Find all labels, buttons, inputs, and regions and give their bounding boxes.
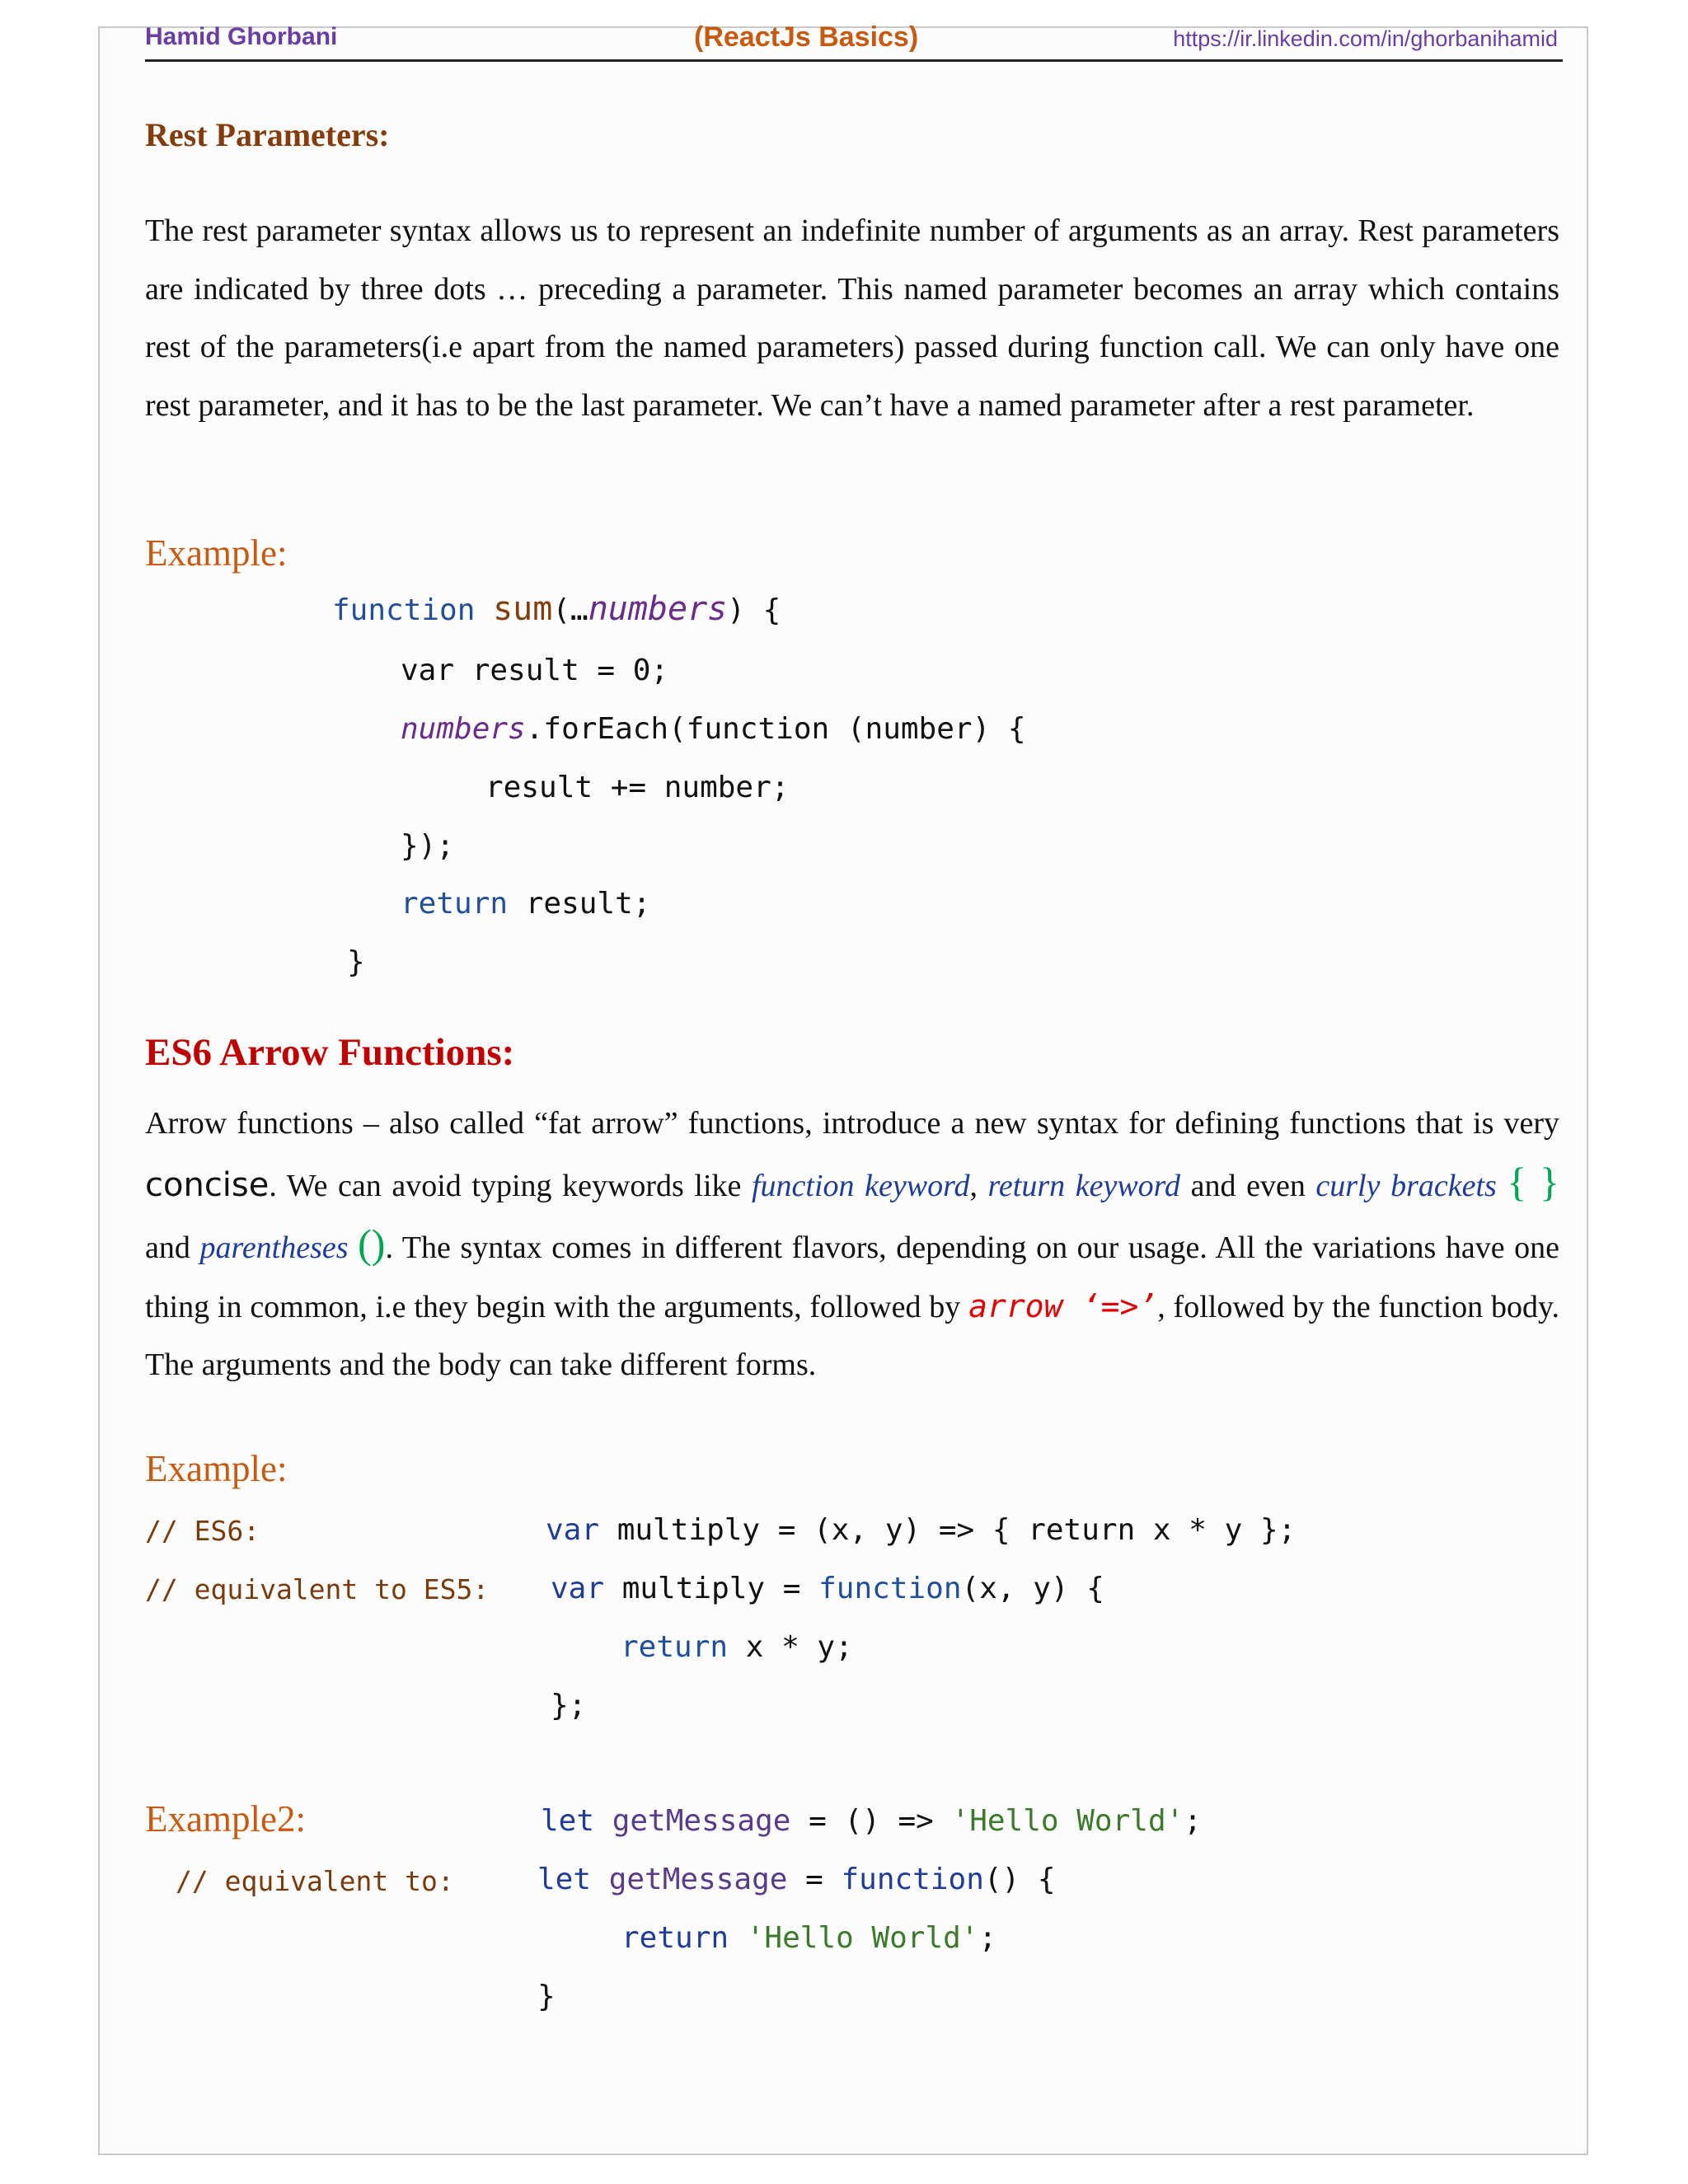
text-run: . We can avoid typing keywords like bbox=[269, 1168, 752, 1203]
text-run: , bbox=[969, 1168, 988, 1203]
rest-parameters-paragraph: The rest parameter syntax allows us to represent an indefinite number of arguments as an array. Rest parameters are indicated by three dots … preceding a parameter. This named parameter becomes an array which contains rest of the parameters(i.e apart from the named parameters) passed during function call. We can only have one rest parameter, and it has to be the last parameter. We can’t have a named parameter after a rest parameter. bbox=[145, 213, 1559, 423]
code-line bbox=[401, 887, 650, 921]
code-keyword: let bbox=[537, 1863, 592, 1896]
page-header bbox=[145, 20, 1563, 62]
example-label: Example: bbox=[145, 532, 288, 574]
code-comment: // equivalent to: bbox=[176, 1865, 454, 1897]
rest-parameters-title: Rest Parameters: bbox=[145, 116, 390, 153]
code-line bbox=[537, 1863, 1056, 1896]
linkedin-link[interactable]: https://ir.linkedin.com/in/ghorbanihamid bbox=[1173, 26, 1558, 51]
code-text: = () => bbox=[790, 1804, 952, 1838]
code-text: ; bbox=[1184, 1804, 1202, 1838]
code-text: multiply = bbox=[604, 1572, 819, 1605]
example2-label: Example2: bbox=[145, 1798, 306, 1840]
arrow-symbol: arrow ‘=>’ bbox=[968, 1287, 1158, 1324]
text-run: and bbox=[145, 1230, 200, 1265]
code-line: } bbox=[537, 1980, 556, 2013]
emphasis-parentheses: parentheses bbox=[199, 1230, 349, 1265]
code-line bbox=[546, 1513, 1296, 1547]
code-line bbox=[541, 1804, 1202, 1838]
code-text: result; bbox=[508, 887, 651, 921]
emphasis-concise: concise bbox=[145, 1165, 270, 1204]
code-line bbox=[621, 1630, 853, 1664]
code-text: (x, y) { bbox=[961, 1572, 1104, 1605]
parentheses-symbol: () bbox=[358, 1221, 386, 1267]
example-label: Example: bbox=[145, 1448, 288, 1489]
code-line: var result = 0; bbox=[401, 654, 669, 687]
code-line bbox=[551, 1572, 1104, 1605]
text-run: , followed by the function body. The arguments and the body can take different forms. bbox=[145, 1289, 1560, 1382]
braces-symbol: { } bbox=[1507, 1158, 1559, 1205]
code-param: numbers bbox=[588, 590, 728, 628]
code-keyword: var bbox=[546, 1513, 600, 1547]
code-text: multiply = (x, y) => { return x * y }; bbox=[599, 1513, 1296, 1547]
code-line bbox=[332, 590, 781, 628]
code-identifier: getMessage bbox=[591, 1863, 788, 1896]
code-param: numbers bbox=[401, 712, 526, 746]
code-line bbox=[401, 712, 1026, 746]
code-line: }; bbox=[551, 1689, 587, 1722]
code-function-name: sum bbox=[493, 590, 553, 628]
arrow-functions-title: ES6 Arrow Functions: bbox=[145, 1031, 515, 1074]
code-text: = bbox=[787, 1863, 842, 1896]
text-run: and even bbox=[1180, 1168, 1316, 1203]
document-topic: (ReactJs Basics) bbox=[694, 21, 919, 53]
code-keyword: function bbox=[332, 593, 476, 627]
code-text: ) { bbox=[727, 593, 781, 627]
emphasis-return-keyword: return keyword bbox=[987, 1168, 1181, 1203]
code-string: 'Hello World' bbox=[951, 1804, 1184, 1838]
code-text: ; bbox=[978, 1921, 997, 1955]
code-keyword: let bbox=[541, 1804, 595, 1838]
code-keyword: function bbox=[841, 1863, 984, 1896]
code-comment: // ES6: bbox=[145, 1515, 260, 1547]
code-text: (… bbox=[552, 593, 588, 627]
code-text: () { bbox=[983, 1863, 1056, 1896]
code-text: .forEach(function (number) { bbox=[525, 712, 1026, 746]
code-line: } bbox=[347, 945, 365, 979]
author-name: Hamid Ghorbani bbox=[145, 23, 338, 50]
emphasis-curly-brackets: curly brackets bbox=[1315, 1168, 1497, 1203]
code-text: x * y; bbox=[728, 1630, 853, 1664]
code-line: result += number; bbox=[485, 771, 790, 804]
code-keyword: return bbox=[621, 1630, 729, 1664]
code-comment: // equivalent to ES5: bbox=[145, 1573, 490, 1605]
emphasis-function-keyword: function keyword bbox=[752, 1168, 970, 1203]
arrow-functions-paragraph bbox=[145, 1094, 1559, 1394]
code-keyword: var bbox=[551, 1572, 605, 1605]
text-run: . The syntax comes in different flavors, depending on our usage. All the variations have one thing in common, i.e they begin with the arguments, followed by bbox=[145, 1230, 1559, 1324]
code-keyword: return bbox=[621, 1921, 729, 1955]
code-keyword: function bbox=[818, 1572, 962, 1605]
code-keyword: return bbox=[401, 887, 509, 921]
code-line bbox=[621, 1921, 996, 1955]
code-string: 'Hello World' bbox=[729, 1921, 979, 1955]
code-line: }); bbox=[401, 829, 455, 863]
code-identifier: getMessage bbox=[594, 1804, 791, 1838]
text-run: Arrow functions – also called “fat arrow” functions, introduce a new syntax for defining functions that is very bbox=[145, 1106, 1559, 1141]
